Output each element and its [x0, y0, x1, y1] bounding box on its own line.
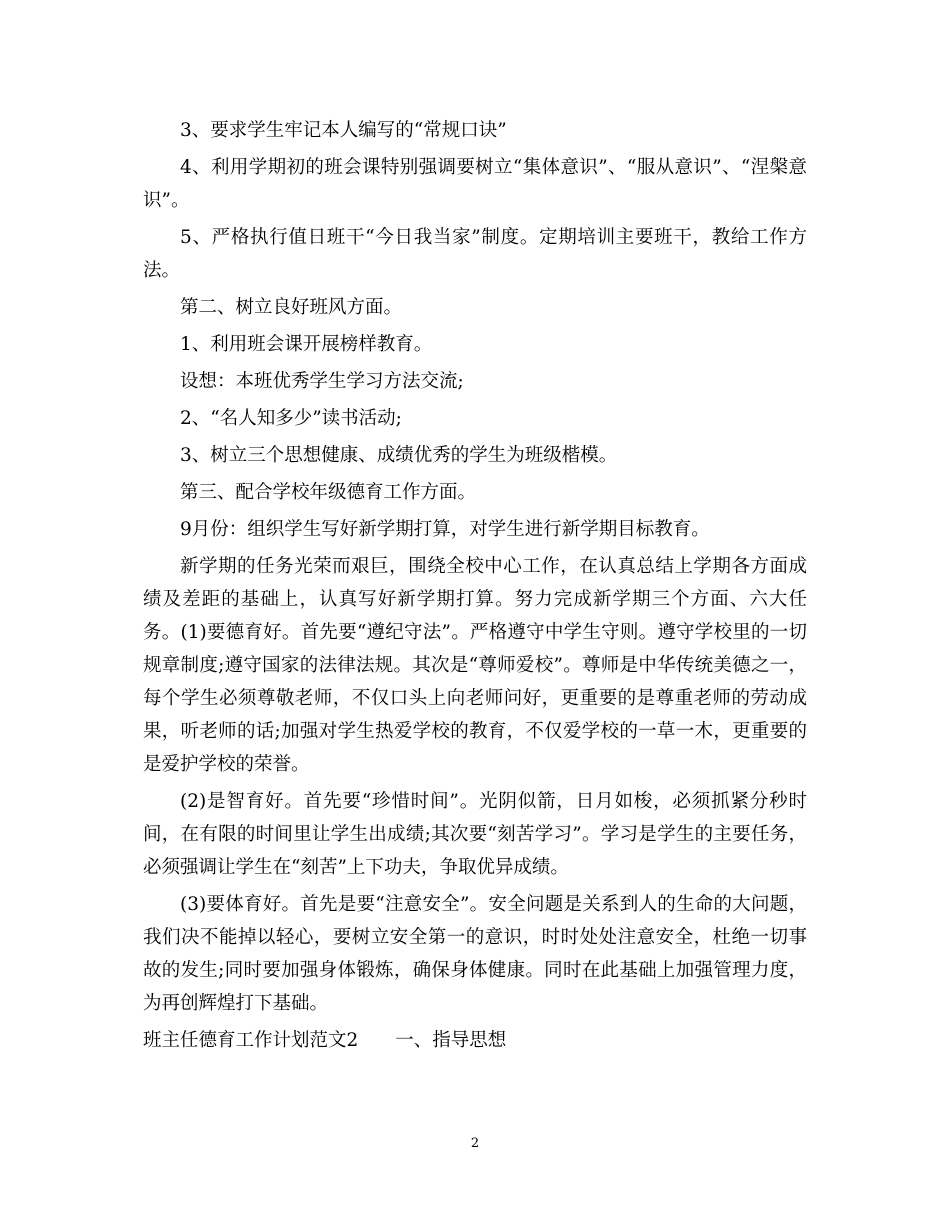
- paragraph-class-models: 3、树立三个思想健康、成绩优秀的学生为班级楷模。: [180, 445, 618, 466]
- section-heading-class-style: 第二、树立良好班风方面。: [180, 297, 403, 318]
- section-heading-moral-work: 第三、配合学校年级德育工作方面。: [180, 482, 477, 503]
- paragraph-role-model: 1、利用班会课开展榜样教育。: [180, 334, 433, 355]
- paragraph-reading-activity: 2、“名人知多少”读书活动;: [180, 408, 402, 429]
- paragraph-intellectual: (2)是智育好。首先要“珍惜时间”。光阴似箭，日月如梭，必须抓紧分秒时间，在有限的时间里让学生出成绩;其次要“刻苦学习”。学习是学生的主要任务，必须强调让学生在“刻苦”上下功夫，争取优异成绩。: [143, 791, 807, 878]
- page-number: 2: [470, 1136, 480, 1151]
- paragraph-next-section-title: 班主任德育工作计划范文2 一、指导思想: [143, 1030, 507, 1051]
- document-body: [143, 114, 807, 1061]
- paragraph-september: 9月份：组织学生写好新学期打算，对学生进行新学期目标教育。: [180, 519, 710, 540]
- paragraph-rule-4: 4、利用学期初的班会课特别强调要树立“集体意识”、“服从意识”、“涅槃意识”。: [143, 157, 807, 211]
- paragraph-rule-5: 5、严格执行值日班干“今日我当家”制度。定期培训主要班干，教给工作方法。: [143, 227, 807, 281]
- paragraph-idea: 设想：本班优秀学生学习方法交流;: [180, 371, 464, 392]
- paragraph-physical: (3)要体育好。首先是要“注意安全”。安全问题是关系到人的生命的大问题，我们决不能掉以轻心，要树立安全第一的意识，时时处处注意安全，杜绝一切事故的发生;同时要加强身体锻炼，确保身体健康。同时在此基础上加强管理力度，为再创辉煌打下基础。: [143, 894, 807, 1014]
- paragraph-rule-3: 3、要求学生牢记本人编写的“常规口诀”: [180, 120, 507, 141]
- paragraph-new-semester: 新学期的任务光荣而艰巨，围绕全校中心工作，在认真总结上学期各方面成绩及差距的基础上，认真写好新学期打算。努力完成新学期三个方面、六大任务。(1)要德育好。首先要“遵纪守法”。严格遵守中学生守则。遵守学校里的一切规章制度;遵守国家的法律法规。其次是“尊师爱校”。尊师是中华传统美德之一，每个学生必须尊敬老师，不仅口头上向老师问好，更重要的是尊重老师的劳动成果，听老师的话;加强对学生热爱学校的教育，不仅爱学校的一草一木，更重要的是爱护学校的荣誉。: [143, 556, 807, 775]
